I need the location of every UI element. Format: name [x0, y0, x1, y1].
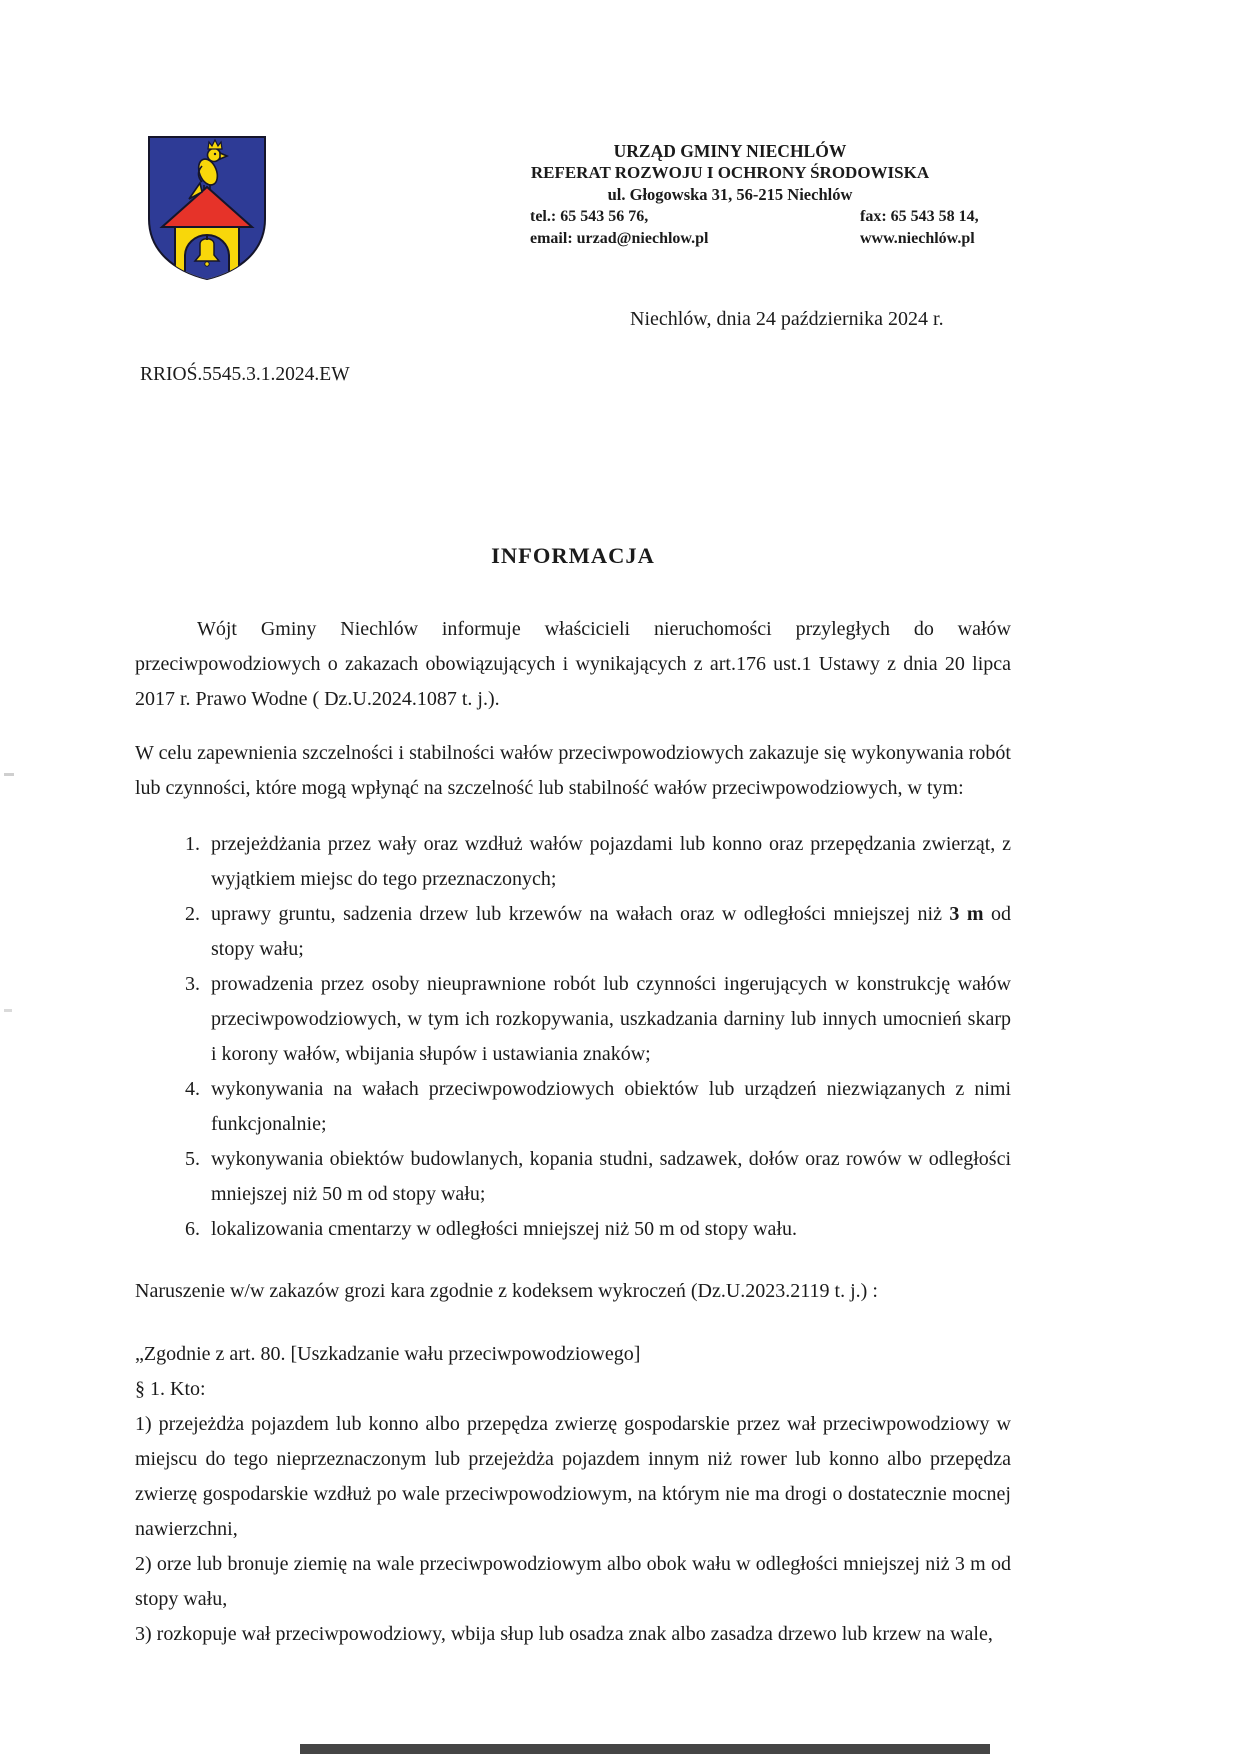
case-number: RRIOŚ.5545.3.1.2024.EW — [140, 364, 350, 385]
org-name: URZĄD GMINY NIECHLÓW — [613, 141, 847, 161]
list-item — [205, 1212, 1011, 1247]
quote-point-2: 2) orze lub bronuje ziemię na wale przeciwpowodziowym albo obok wału w odległości mniejszej niż 3 m od stopy wału, — [135, 1553, 1011, 1610]
quote-heading: „Zgodnie z art. 80. [Uszkadzanie wału przeciwpowodziowego] — [135, 1343, 641, 1365]
scan-artifact-bottom-bar — [300, 1744, 990, 1754]
org-address: ul. Głogowska 31, 56-215 Niechlów — [607, 185, 853, 204]
document-body — [135, 612, 1011, 1652]
list-item-text: lokalizowania cmentarzy w odległości mniejszej niż 50 m od stopy wału. — [211, 1218, 797, 1240]
list-item — [205, 897, 1011, 967]
org-fax: fax: 65 543 58 14, — [860, 208, 979, 225]
quote-paragraph: § 1. Kto: — [135, 1378, 206, 1400]
list-item — [205, 827, 1011, 897]
org-phone: tel.: 65 543 56 76, — [530, 208, 649, 225]
quote-point-3: 3) rozkopuje wał przeciwpowodziowy, wbija słup lub osadza znak albo zasadza drzewo lub krzew na wale, — [135, 1623, 993, 1645]
department: REFERAT ROZWOJU I OCHRONY ŚRODOWISKA — [530, 163, 930, 182]
intro-paragraph: Wójt Gminy Niechlów informuje właścicieli nieruchomości przyległych do wałów przeciwpowodziowych o zakazach obowiązujących i wynikających z art.176 ust.1 Ustawy z dnia 20 lipca 2017 r. Prawo Wodne ( Dz.U.2024.1087 t. j.). — [135, 618, 1011, 710]
place-and-date: Niechlów, dnia 24 października 2024 r. — [630, 308, 944, 330]
penalty-note: Naruszenie w/w zakazów grozi kara zgodnie z kodeksem wykroczeń (Dz.U.2023.2119 t. j.) : — [135, 1280, 878, 1302]
prohibitions-list — [135, 827, 1011, 1247]
purpose-paragraph: W celu zapewnienia szczelności i stabilności wałów przeciwpowodziowych zakazuje się wykonywania robót lub czynności, które mogą wpłynąć na szczelność lub stabilność wałów przeciwpowodziowych, w tym: — [135, 742, 1011, 799]
list-item — [205, 1072, 1011, 1142]
list-item — [205, 1142, 1011, 1212]
list-item-text: przejeżdżania przez wały oraz wzdłuż wałów pojazdami lub konno oraz przepędzania zwierząt, z wyjątkiem miejsc do tego przeznaczonych; — [211, 833, 1011, 890]
scan-artifact — [4, 1009, 12, 1012]
scan-artifact — [4, 773, 14, 776]
list-item — [205, 967, 1011, 1072]
list-item-text: od stopy wału; — [211, 903, 1011, 960]
coat-of-arms-niechlow-icon — [144, 133, 270, 283]
list-item-text: prowadzenia przez osoby nieuprawnione robót lub czynności ingerujących w konstrukcję wałów przeciwpowodziowych, w tym ich rozkopywania, uszkadzania darniny lub innych umocnień skarp i korony wałów, wbijania słupów i ustawiania znaków; — [211, 973, 1011, 1065]
list-item-text: wykonywania na wałach przeciwpowodziowych obiektów lub urządzeń niezwiązanych z nimi funkcjonalnie; — [211, 1078, 1011, 1135]
quote-point-1: 1) przejeżdża pojazdem lub konno albo przepędza zwierzę gospodarskie przez wał przeciwpowodziowy w miejscu do tego nieprzeznaczonym lub przejeżdża pojazdem innym niż rower lub konno albo przepędza zwierzę gospodarskie wzdłuż po wale przeciwpowodziowym, na którym nie ma drogi o dostatecznie mocnej nawierzchni, — [135, 1413, 1011, 1540]
org-email: email: urzad@niechlow.pl — [530, 230, 709, 247]
list-item-bold: 3 m — [949, 903, 984, 925]
document-title: INFORMACJA — [491, 543, 655, 568]
list-item-text: wykonywania obiektów budowlanych, kopania studni, sadzawek, dołów oraz rowów w odległości mniejszej niż 50 m od stopy wału; — [211, 1148, 1011, 1205]
org-website: www.niechlów.pl — [860, 230, 975, 247]
list-item-text: uprawy gruntu, sadzenia drzew lub krzewów na wałach oraz w odległości mniejszej niż — [211, 903, 950, 925]
